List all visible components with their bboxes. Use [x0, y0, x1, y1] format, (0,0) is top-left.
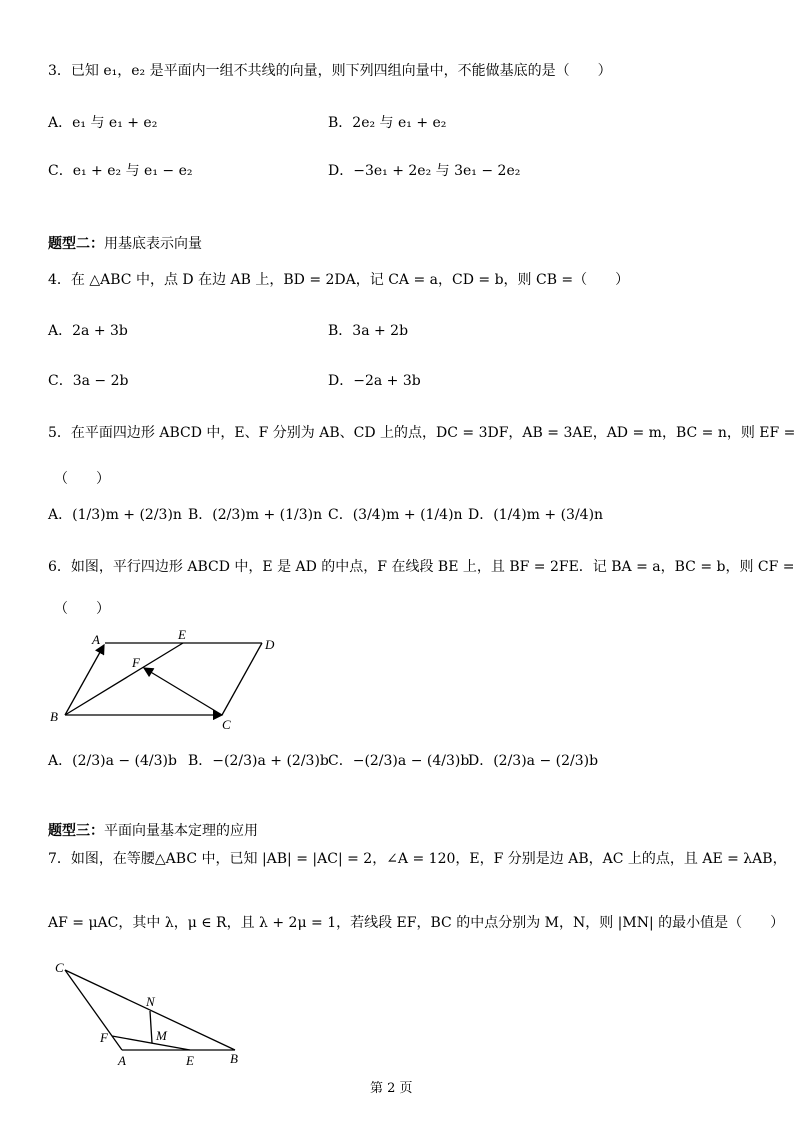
q3-option-b: B．2e₂ 与 e₁ + e₂: [328, 115, 447, 131]
q3-option-a: A．e₁ 与 e₁ + e₂: [48, 115, 158, 131]
q4-option-d: D．−2a + 3b: [328, 373, 421, 389]
section3-label: 题型三：: [48, 823, 104, 839]
q4-option-b: B．3a + 2b: [328, 323, 409, 339]
q5-option-c: C．(3/4)m + (1/4)n: [328, 507, 463, 523]
q5-option-a: A．(1/3)m + (2/3)n: [48, 507, 182, 523]
q5-stem: 5．在平面四边形 ABCD 中，E、F 分别为 AB、CD 上的点，DC = 3DF，AB = 3AE，AD = m，BC = n，则 EF =: [48, 425, 796, 441]
q5-option-b: B．(2/3)m + (1/3)n: [188, 507, 323, 523]
q6-option-a: A．(2/3)a − (4/3)b: [48, 753, 177, 769]
section2-header: [48, 235, 202, 253]
q6-label-d: D: [265, 637, 275, 652]
q6-label-a: A: [92, 632, 100, 647]
q6-label-b: B: [50, 709, 58, 724]
q5-paren: （ ）: [54, 471, 110, 487]
section3-title: 平面向量基本定理的应用: [104, 823, 258, 839]
q7-label-n: N: [146, 994, 155, 1009]
q6-stem: 6．如图，平行四边形 ABCD 中，E 是 AD 的中点，F 在线段 BE 上，且 BF = 2FE．记 BA = a，BC = b，则 CF =: [48, 559, 795, 575]
q3-option-c: C．e₁ + e₂ 与 e₁ − e₂: [48, 163, 193, 179]
q6-label-f: F: [132, 655, 140, 670]
q7-label-f: F: [100, 1030, 108, 1045]
q6-label-e: E: [178, 627, 186, 642]
q7-label-b: B: [230, 1051, 238, 1066]
q3-stem: 3．已知 e₁，e₂ 是平面内一组不共线的向量，则下列四组向量中，不能做基底的是（ ）: [48, 63, 612, 79]
q4-stem: 4．在 △ABC 中，点 D 在边 AB 上，BD = 2DA，记 CA = a，CD = b，则 CB =（ ）: [48, 272, 630, 288]
q7-triangle-figure: [40, 958, 255, 1068]
q4-option-c: C．3a − 2b: [48, 373, 129, 389]
q6-label-c: C: [222, 717, 231, 730]
section2-title: 用基底表示向量: [104, 236, 202, 252]
q7-label-e: E: [186, 1053, 194, 1068]
q7-segment-fe: [112, 1036, 190, 1050]
q6-option-b: B．−(2/3)a + (2/3)b: [188, 753, 329, 769]
q7-label-c: C: [55, 960, 64, 975]
q6-paren: （ ）: [54, 601, 110, 617]
q7-label-m: M: [156, 1028, 167, 1043]
q7-edge-ca: [65, 970, 122, 1050]
page-number: 第 2 页: [370, 1081, 413, 1096]
q7-line2: AF = μAC，其中 λ，μ ∈ R，且 λ + 2μ = 1，若线段 EF，BC 的中点分别为 M，N，则 |MN| 的最小值是（ ）: [48, 915, 785, 931]
q3-option-d: D．−3e₁ + 2e₂ 与 3e₁ − 2e₂: [328, 163, 521, 179]
q6-edge-dc: [222, 643, 262, 715]
q4-option-a: A．2a + 3b: [48, 323, 128, 339]
q6-vector-cf: [144, 668, 222, 715]
q7-line1: 7．如图，在等腰△ABC 中，已知 |AB| = |AC| = 2，∠A = 120，E，F 分别是边 AB，AC 上的点，且 AE = λAB，: [48, 851, 787, 867]
q6-option-c: C．−(2/3)a − (4/3)b: [328, 753, 470, 769]
q6-option-d: D．(2/3)a − (2/3)b: [468, 753, 599, 769]
q5-option-d: D．(1/4)m + (3/4)n: [468, 507, 604, 523]
q6-vector-ba: [65, 645, 104, 715]
q6-segment-be: [65, 643, 183, 715]
section2-label: 题型二：: [48, 236, 104, 252]
q6-parallelogram-figure: [40, 625, 290, 730]
q7-segment-nm: [150, 1011, 152, 1043]
q7-label-a: A: [118, 1053, 126, 1068]
q7-edge-cb: [65, 970, 235, 1050]
section3-header: [48, 822, 258, 840]
